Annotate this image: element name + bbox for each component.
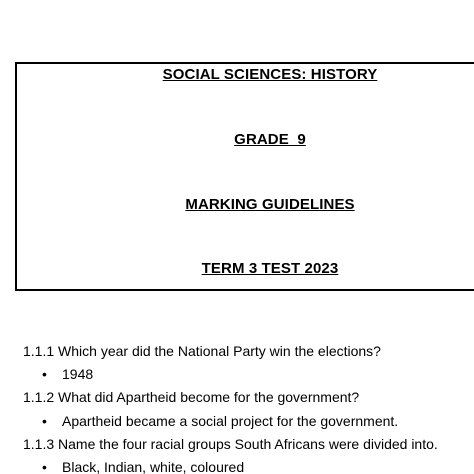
answer-1-1-2 xyxy=(0,410,474,433)
answer-text: 1948 xyxy=(62,366,94,383)
doc-type-title: MARKING GUIDELINES xyxy=(185,196,355,213)
answer-text: Apartheid became a social project for the government. xyxy=(62,412,399,429)
answer-1-1-1 xyxy=(0,363,474,386)
subject-title: SOCIAL SCIENCES: HISTORY xyxy=(162,66,378,83)
question-1-1-2: 1.1.2 What did Apartheid become for the government? xyxy=(23,389,360,406)
question-list xyxy=(0,340,474,474)
question-1-1-3: 1.1.3 Name the four racial groups South Africans were divided into. xyxy=(23,435,438,452)
bullet-icon: • xyxy=(42,366,47,383)
grade-title: GRADE 9 xyxy=(234,131,306,148)
question-1-1-1: 1.1.1 Which year did the National Party win the elections? xyxy=(23,343,381,359)
bullet-icon: • xyxy=(42,412,47,429)
answer-1-1-3 xyxy=(0,456,474,474)
test-title: TERM 3 TEST 2023 xyxy=(201,260,339,277)
title-box xyxy=(15,62,474,291)
answer-text: Black, Indian, white, coloured xyxy=(62,459,245,474)
bullet-icon: • xyxy=(42,459,47,474)
